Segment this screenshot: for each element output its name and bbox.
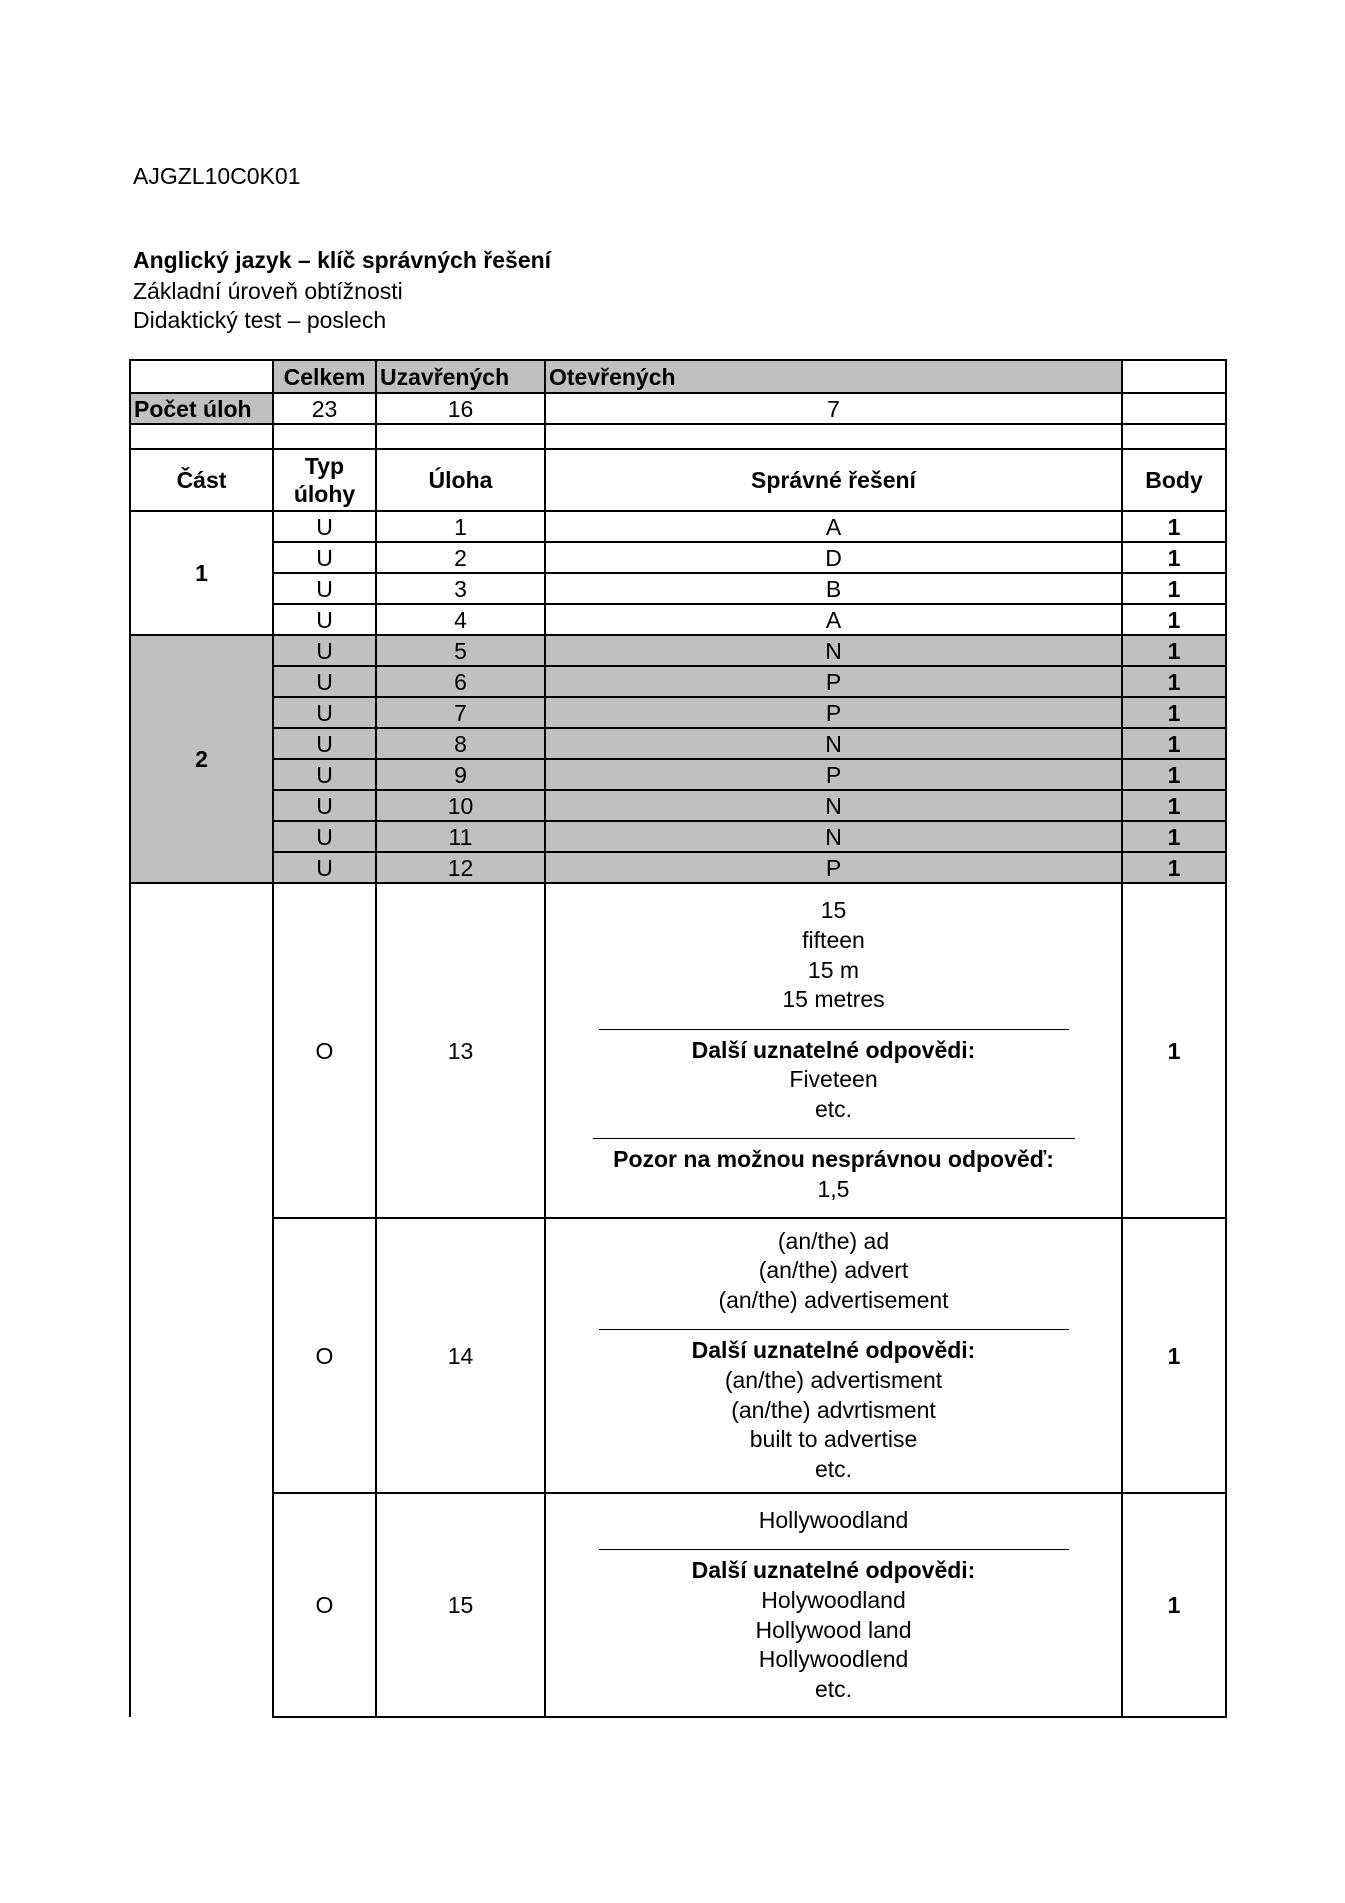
table-row	[130, 573, 1226, 604]
separator-line	[599, 1329, 1069, 1330]
column-header-row	[130, 449, 1226, 511]
other-answers-label: Další uznatelné odpovědi:	[691, 1036, 976, 1063]
task-number: 10	[376, 790, 545, 821]
task-solution: B	[545, 573, 1122, 604]
part-label: 1	[130, 511, 273, 635]
task-number: 2	[376, 542, 545, 573]
task-type: U	[273, 573, 376, 604]
table-row	[130, 604, 1226, 635]
task-solution: P	[545, 697, 1122, 728]
task-points: 1	[1122, 542, 1226, 573]
task-type: U	[273, 635, 376, 666]
task-type: O	[273, 1493, 376, 1717]
answer-line: 15 m	[807, 956, 860, 983]
summary-header-open: Otevřených	[545, 360, 1122, 393]
warning-answer-line: 1,5	[817, 1176, 850, 1203]
table-row	[130, 759, 1226, 790]
task-points: 1	[1122, 821, 1226, 852]
task-points: 1	[1122, 511, 1226, 542]
task-number: 15	[376, 1493, 545, 1717]
col-header-part: Část	[130, 449, 273, 511]
task-points: 1	[1122, 759, 1226, 790]
answer-line: 15	[820, 897, 847, 924]
task-points: 1	[1122, 635, 1226, 666]
other-answer-line: Fiveteen	[789, 1066, 878, 1093]
task-type: U	[273, 604, 376, 635]
table-row	[130, 852, 1226, 883]
task-solution: P	[545, 759, 1122, 790]
task-solution: N	[545, 821, 1122, 852]
part-label-empty	[130, 883, 273, 1717]
table-row	[130, 697, 1226, 728]
task-solution: N	[545, 635, 1122, 666]
summary-header-total: Celkem	[273, 360, 376, 393]
task-type: O	[273, 883, 376, 1218]
table-row	[130, 666, 1226, 697]
task-points: 1	[1122, 728, 1226, 759]
table-row	[130, 821, 1226, 852]
answer-line: (an/the) ad	[777, 1227, 890, 1254]
answer-line: (an/the) advert	[758, 1257, 909, 1284]
other-answers-label: Další uznatelné odpovědi:	[691, 1337, 976, 1364]
difficulty-level: Základní úroveň obtížnosti	[133, 278, 403, 304]
task-solution	[545, 1493, 1122, 1717]
other-answer-line: Hollywoodlend	[758, 1646, 909, 1673]
separator-line	[599, 1029, 1069, 1030]
task-number: 1	[376, 511, 545, 542]
table-row	[130, 511, 1226, 542]
summary-open-value: 7	[545, 393, 1122, 424]
task-solution: P	[545, 852, 1122, 883]
task-number: 11	[376, 821, 545, 852]
open-task-row	[130, 1493, 1226, 1717]
task-number: 12	[376, 852, 545, 883]
part-label: 2	[130, 635, 273, 883]
task-solution: P	[545, 666, 1122, 697]
task-points: 1	[1122, 1218, 1226, 1493]
task-type: U	[273, 542, 376, 573]
other-answers-label: Další uznatelné odpovědi:	[691, 1557, 976, 1584]
document-title: Anglický jazyk – klíč správných řešení	[133, 247, 552, 273]
summary-total-value: 23	[273, 393, 376, 424]
other-answer-line: built to advertise	[749, 1426, 918, 1453]
task-type: U	[273, 666, 376, 697]
answer-line: Hollywoodland	[758, 1506, 909, 1533]
task-type: U	[273, 790, 376, 821]
table-row	[130, 635, 1226, 666]
col-header-points: Body	[1122, 449, 1226, 511]
other-answer-line: Holywoodland	[761, 1586, 906, 1613]
table-row	[130, 542, 1226, 573]
summary-header-row	[130, 360, 1226, 393]
task-number: 13	[376, 883, 545, 1218]
answer-key-table	[129, 359, 1227, 1718]
col-header-type	[273, 449, 376, 511]
open-task-row	[130, 1218, 1226, 1493]
other-answer-line: etc.	[814, 1455, 853, 1482]
task-solution: A	[545, 511, 1122, 542]
other-answer-line: (an/the) advrtisment	[731, 1396, 936, 1423]
spacer-row	[130, 424, 1226, 449]
task-type: U	[273, 697, 376, 728]
task-type: U	[273, 852, 376, 883]
other-answer-line: etc.	[814, 1095, 853, 1122]
task-number: 14	[376, 1218, 545, 1493]
document-code: AJGZL10C0K01	[133, 163, 301, 189]
other-answer-line: Hollywood land	[755, 1616, 912, 1643]
answer-line: 15 metres	[782, 986, 885, 1013]
other-answer-line: etc.	[814, 1675, 853, 1702]
summary-count-row	[130, 393, 1226, 424]
task-number: 8	[376, 728, 545, 759]
test-type: Didaktický test – poslech	[133, 307, 387, 333]
task-solution: A	[545, 604, 1122, 635]
task-points: 1	[1122, 666, 1226, 697]
task-type: U	[273, 759, 376, 790]
task-type: U	[273, 511, 376, 542]
task-type: O	[273, 1218, 376, 1493]
table-row	[130, 728, 1226, 759]
task-type: U	[273, 728, 376, 759]
task-points: 1	[1122, 790, 1226, 821]
task-solution: N	[545, 728, 1122, 759]
separator-line	[599, 1549, 1069, 1550]
col-header-task: Úloha	[376, 449, 545, 511]
task-solution	[545, 883, 1122, 1218]
task-points: 1	[1122, 852, 1226, 883]
answer-line: (an/the) advertisement	[718, 1286, 949, 1313]
task-number: 7	[376, 697, 545, 728]
task-points: 1	[1122, 604, 1226, 635]
col-header-type-line2: úlohy	[293, 481, 356, 507]
task-number: 6	[376, 666, 545, 697]
table-row	[130, 790, 1226, 821]
col-header-solution: Správné řešení	[545, 449, 1122, 511]
task-points: 1	[1122, 697, 1226, 728]
task-number: 9	[376, 759, 545, 790]
answer-line: fifteen	[802, 926, 865, 953]
task-points: 1	[1122, 883, 1226, 1218]
warning-label: Pozor na možnou nesprávnou odpověď:	[613, 1146, 1054, 1173]
other-answer-line: (an/the) advertisment	[724, 1367, 943, 1393]
task-solution: D	[545, 542, 1122, 573]
task-points: 1	[1122, 1493, 1226, 1717]
task-number: 5	[376, 635, 545, 666]
summary-row-label: Počet úloh	[130, 393, 273, 424]
task-type: U	[273, 821, 376, 852]
col-header-type-line1: Typ	[304, 453, 345, 479]
summary-header-closed: Uzavřených	[376, 360, 545, 393]
task-solution: N	[545, 790, 1122, 821]
task-points: 1	[1122, 573, 1226, 604]
open-task-row	[130, 883, 1226, 1218]
task-number: 4	[376, 604, 545, 635]
separator-line	[593, 1138, 1075, 1139]
task-solution	[545, 1218, 1122, 1493]
summary-closed-value: 16	[376, 393, 545, 424]
task-number: 3	[376, 573, 545, 604]
